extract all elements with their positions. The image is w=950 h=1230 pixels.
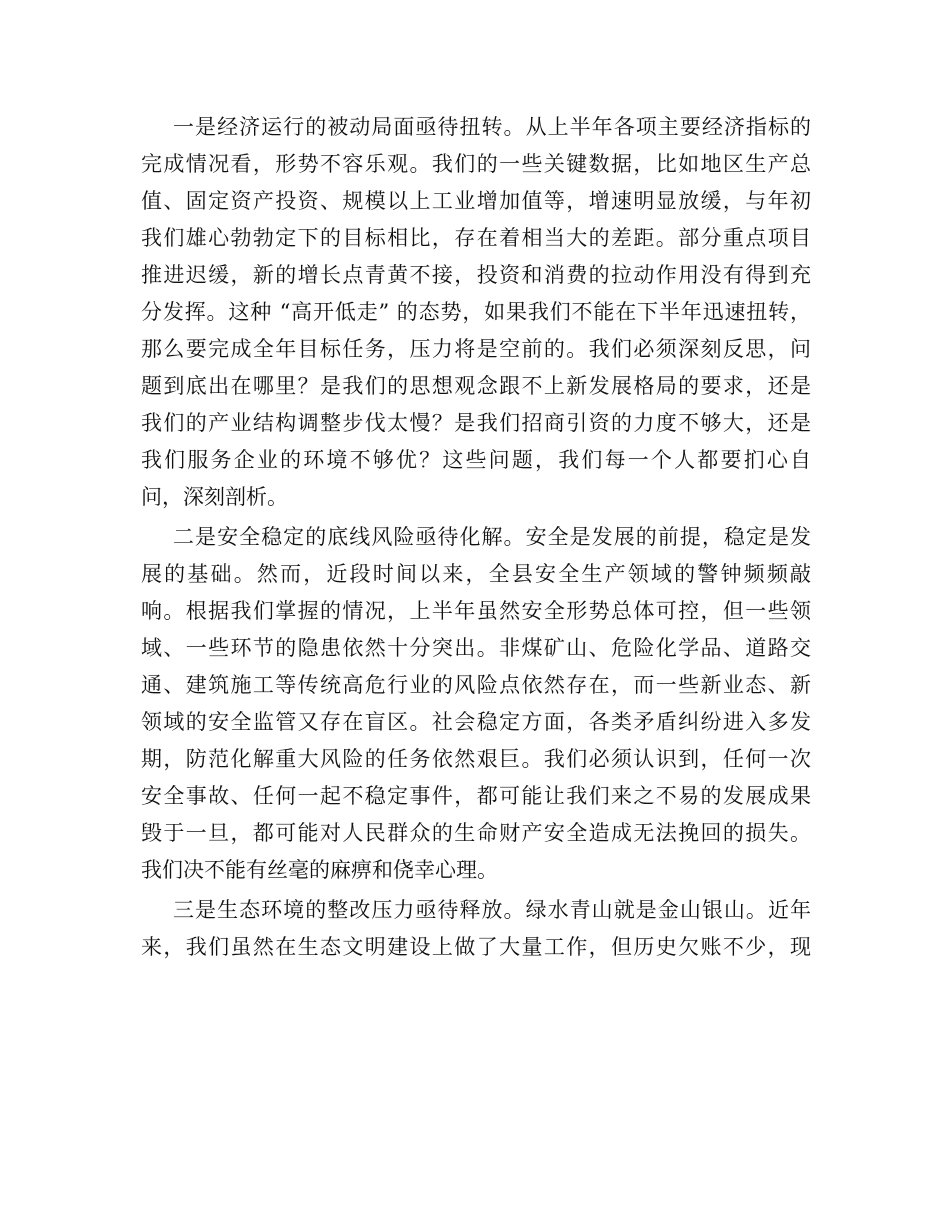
paragraph-line: 响。根据我们掌握的情况，上半年虽然安全形势总体可控，但一些领	[141, 599, 811, 623]
paragraph-line: 问，深刻剖析。	[141, 485, 288, 509]
paragraph-line: 毁于一旦，都可能对人民群众的生命财产安全造成无法挽回的损失。	[141, 821, 811, 845]
paragraph-line: 推进迟缓，新的增长点青黄不接，投资和消费的拉动作用没有得到充	[141, 263, 811, 287]
paragraph-3	[141, 892, 811, 966]
paragraph-line: 分发挥。这种 “高开低走” 的态势，如果我们不能在下半年迅速扭转，	[141, 300, 811, 324]
document-body	[141, 109, 811, 966]
paragraph-line: 期，防范化解重大风险的任务依然艰巨。我们必须认识到，任何一次	[141, 747, 811, 771]
paragraph-line: 域、一些环节的隐患依然十分突出。非煤矿山、危险化学品、道路交	[141, 636, 811, 660]
paragraph-line: 一是经济运行的被动局面亟待扭转。从上半年各项主要经济指标的	[173, 115, 811, 139]
paragraph-line: 值、固定资产投资、规模以上工业增加值等，增速明显放缓，与年初	[141, 189, 811, 213]
paragraph-line: 安全事故、任何一起不稳定事件，都可能让我们来之不易的发展成果	[141, 784, 811, 808]
paragraph-line: 完成情况看，形势不容乐观。我们的一些关键数据，比如地区生产总	[141, 152, 811, 176]
paragraph-2	[141, 519, 811, 889]
paragraph-line: 领域的安全监管又存在盲区。社会稳定方面，各类矛盾纠纷进入多发	[141, 710, 811, 734]
paragraph-line: 展的基础。然而，近段时间以来，全县安全生产领域的警钟频频敲	[141, 562, 811, 586]
paragraph-1	[141, 109, 811, 516]
paragraph-line: 那么要完成全年目标任务，压力将是空前的。我们必须深刻反思，问	[141, 337, 811, 361]
paragraph-line: 通、建筑施工等传统高危行业的风险点依然存在，而一些新业态、新	[141, 673, 811, 697]
paragraph-line: 我们的产业结构调整步伐太慢？是我们招商引资的力度不够大，还是	[141, 411, 811, 435]
paragraph-line: 二是安全稳定的底线风险亟待化解。安全是发展的前提，稳定是发	[173, 525, 811, 549]
paragraph-line: 我们服务企业的环境不够优？这些问题，我们每一个人都要扪心自	[141, 448, 811, 472]
paragraph-line: 三是生态环境的整改压力亟待释放。绿水青山就是金山银山。近年	[173, 898, 811, 922]
paragraph-line: 来，我们虽然在生态文明建设上做了大量工作，但历史欠账不少，现	[141, 935, 811, 959]
paragraph-line: 题到底出在哪里？是我们的思想观念跟不上新发展格局的要求，还是	[141, 374, 811, 398]
paragraph-line: 我们雄心勃勃定下的目标相比，存在着相当大的差距。部分重点项目	[141, 226, 811, 250]
paragraph-line: 我们决不能有丝毫的麻痹和侥幸心理。	[141, 858, 498, 882]
